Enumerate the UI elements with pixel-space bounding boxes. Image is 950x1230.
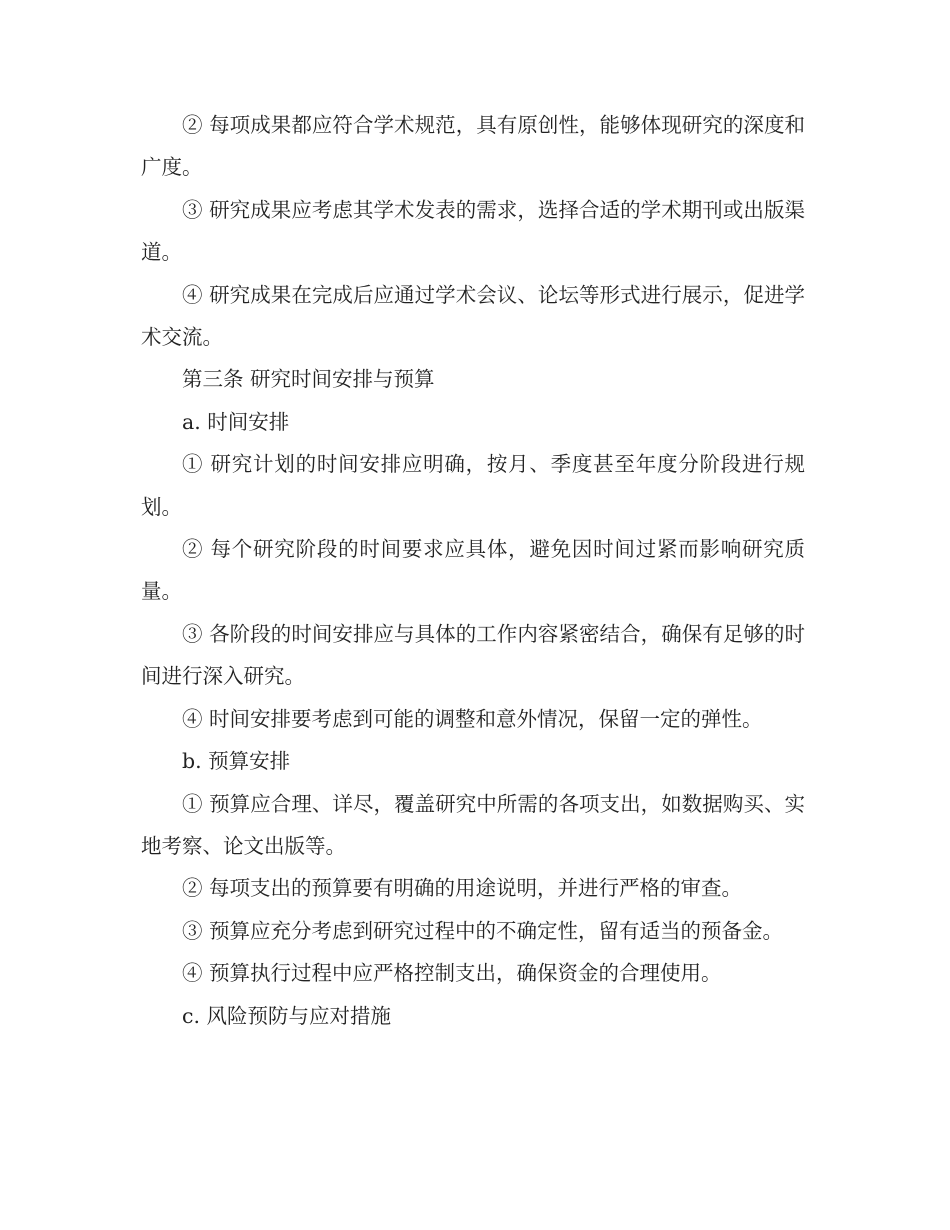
paragraph-outcome-publication: ③ 研究成果应考虑其学术发表的需求，选择合适的学术期刊或出版渠道。 (141, 197, 805, 265)
paragraph-outcome-standards: ② 每项成果都应符合学术规范，具有原创性，能够体现研究的深度和广度。 (141, 113, 805, 180)
paragraph-outcome-exchange: ④ 研究成果在完成后应通过学术会议、论坛等形式进行展示，促进学术交流。 (141, 282, 805, 350)
subheading-budget: b. 预算安排 (182, 749, 291, 774)
paragraph-budget-3: ③ 预算应充分考虑到研究过程中的不确定性，留有适当的预备金。 (182, 918, 784, 943)
paragraph-schedule-4: ④ 时间安排要考虑到可能的调整和意外情况，保留一定的弹性。 (182, 706, 763, 731)
paragraph-budget-4: ④ 预算执行过程中应严格控制支出，确保资金的合理使用。 (182, 961, 722, 986)
paragraph-budget-2: ② 每项支出的预算要有明确的用途说明，并进行严格的审查。 (182, 876, 743, 901)
document-body (141, 104, 805, 1037)
paragraph-schedule-1: ① 研究计划的时间安排应明确，按月、季度甚至年度分阶段进行规划。 (141, 452, 805, 519)
paragraph-schedule-3: ③ 各阶段的时间安排应与具体的工作内容紧密结合，确保有足够的时间进行深入研究。 (141, 621, 805, 689)
section-heading-article-3: 第三条 研究时间安排与预算 (182, 367, 435, 392)
subheading-time-schedule: a. 时间安排 (182, 409, 290, 434)
paragraph-budget-1: ① 预算应合理、详尽，覆盖研究中所需的各项支出，如数据购买、实地考察、论文出版等。 (141, 791, 805, 858)
paragraph-schedule-2: ② 每个研究阶段的时间要求应具体，避免因时间过紧而影响研究质量。 (141, 537, 805, 604)
subheading-risk: c. 风险预防与应对措施 (182, 1003, 392, 1028)
